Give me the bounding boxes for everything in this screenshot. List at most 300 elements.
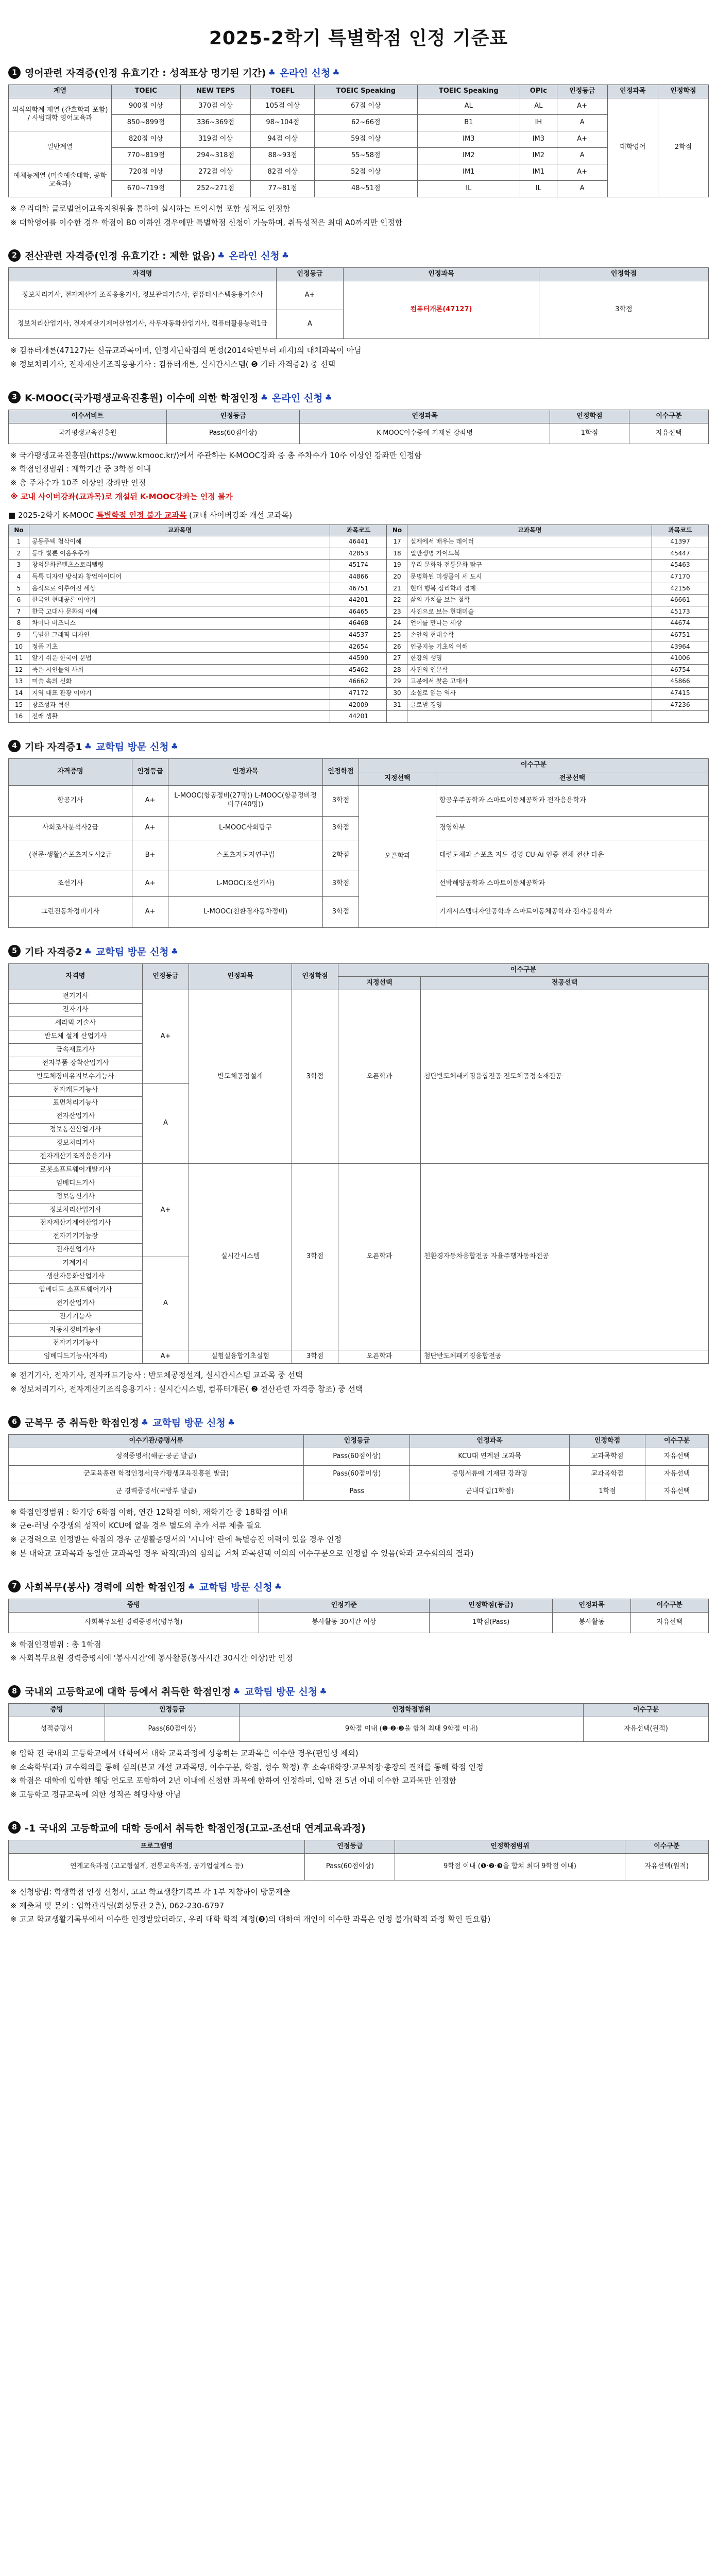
table-cell: 창조성과 혁신 xyxy=(29,699,330,711)
section-4-heading xyxy=(8,739,709,753)
table-header: 교과목명 xyxy=(407,524,652,536)
social-service-table xyxy=(8,1599,709,1633)
kmooc-table xyxy=(8,410,709,444)
other-cert-2-table xyxy=(8,963,709,1364)
section-3-heading xyxy=(8,391,709,404)
table-cell: 18 xyxy=(387,548,407,560)
table-cell: L-MOOC사회탐구 xyxy=(168,816,323,840)
table-cell: 5 xyxy=(9,583,29,595)
course-cell: 대학영어 xyxy=(607,98,658,197)
table-header: 증빙 xyxy=(9,1704,105,1717)
table-cell: 88~93점 xyxy=(251,147,315,164)
cert-name: 전자부품 장착산업기사 xyxy=(9,1057,143,1070)
section-2-heading xyxy=(8,248,709,262)
table-row xyxy=(9,583,709,595)
table-cell: 실험실융합기초실험 xyxy=(189,1350,292,1364)
section-title: -1 국내외 고등학교에 대학 등에서 취득한 학점인정(고교-조선대 연계교육과정) xyxy=(25,1822,366,1834)
section-number: 1 xyxy=(8,66,21,79)
group-cell: 의식의학계 제열 (간호학과 포함) / 사범대학 영어교육과 xyxy=(9,98,112,131)
note-line: ※ 전기기사, 전자기사, 전자캐드기능사 : 반도체공정설계, 실시간시스템 교과목 중 선택 xyxy=(10,1370,303,1380)
section-number: 8 xyxy=(8,1821,21,1834)
table-cell: 45173 xyxy=(652,606,709,618)
table-cell: 98~104점 xyxy=(251,114,315,131)
table-cell: 850~899점 xyxy=(112,114,181,131)
table-cell: 720점 이상 xyxy=(112,164,181,180)
grade-cell: A+ xyxy=(143,1163,189,1257)
table-cell: 82점 이상 xyxy=(251,164,315,180)
table-cell: Pass(60점이상) xyxy=(105,1717,240,1741)
table-cell: 31 xyxy=(387,699,407,711)
table-cell: 손안의 현대수학 xyxy=(407,630,652,641)
table-cell: 319점 이상 xyxy=(180,131,251,147)
table-cell: 정보처리기사, 전자계산기 조직응용기사, 정보관리기술사, 컴퓨터시스템응용기술사 xyxy=(9,281,277,310)
note-line: ※ 군경력으로 인정받는 학점의 경우 군생활증명서의 '시니어' 란에 특별승진 이력이 있을 경우 인정 xyxy=(10,1535,342,1545)
section-5-notes xyxy=(8,1369,709,1396)
table-cell: 4 xyxy=(9,571,29,583)
table-cell: 13 xyxy=(9,676,29,688)
table-header: 인정등급 xyxy=(166,410,299,423)
table-header: 전공선택 xyxy=(421,977,709,990)
section-number: 2 xyxy=(8,249,21,262)
table-cell: L-MOOC(친환경자동차정비) xyxy=(168,896,323,927)
table-cell: 42156 xyxy=(652,583,709,595)
table-header: 인정기준 xyxy=(259,1599,429,1612)
apply-method: 교학팀 방문 신청 xyxy=(199,1581,272,1593)
major-cell: 친환경자동차융합전공 자율주행자동차전공 xyxy=(421,1163,709,1350)
table-cell: 94점 이상 xyxy=(251,131,315,147)
table-cell: 3학점 xyxy=(323,896,359,927)
table-cell: 3학점 xyxy=(292,1350,338,1364)
table-header: 인정학점범위 xyxy=(395,1840,625,1853)
table-header: 인정과목 xyxy=(553,1599,630,1612)
club-icon: ♣ xyxy=(170,741,179,751)
table-row xyxy=(9,571,709,583)
table-cell: 6 xyxy=(9,595,29,606)
credit-cell: 3학점 xyxy=(292,1163,338,1350)
table-cell: 820점 이상 xyxy=(112,131,181,147)
computer-cert-table xyxy=(8,267,709,339)
section-title: 국내외 고등학교에 대학 등에서 취득한 학점인정 xyxy=(25,1686,231,1698)
table-cell: 인공지능 기초의 이해 xyxy=(407,641,652,653)
club-icon: ♣ xyxy=(233,1686,241,1697)
kmooc-list-title xyxy=(8,510,709,520)
group-cell: 오픈학과 xyxy=(338,1163,421,1350)
table-cell: 교과목학점 xyxy=(569,1448,645,1465)
table-cell: A xyxy=(557,180,607,197)
table-cell: 자유선택(원적) xyxy=(625,1853,708,1880)
table-header: 인정등급 xyxy=(305,1840,395,1853)
table-cell: 항공기사 xyxy=(9,785,132,816)
table-cell: 272점 이상 xyxy=(180,164,251,180)
table-cell: 차이나 비즈니스 xyxy=(29,618,330,630)
military-table xyxy=(8,1434,709,1501)
section-number: 5 xyxy=(8,945,21,957)
grade-cell: A xyxy=(143,1257,189,1350)
table-header: 지정선택 xyxy=(338,977,421,990)
note-line: ※ 군e-러닝 수강생의 성적이 KCU에 없을 경우 별도의 추가 서류 제출 필요 xyxy=(10,1521,261,1531)
section-8-1-notes xyxy=(8,1886,709,1926)
table-cell: 죽은 시인들의 사회 xyxy=(29,664,330,676)
table-header: 인정학점(등급) xyxy=(429,1599,553,1612)
cert-name: 정보처리산업기사 xyxy=(9,1204,143,1217)
table-header: TOEFL xyxy=(251,85,315,98)
major-cell: 첨단반도체패키징융합전공 전도체공정소재전공 xyxy=(421,990,709,1164)
section-title: 전산관련 자격증(인정 유효기간 : 제한 없음) xyxy=(25,250,216,262)
table-cell: 한국 고대사 문화의 이해 xyxy=(29,606,330,618)
table-cell: 900점 이상 xyxy=(112,98,181,114)
table-cell: 자유선택 xyxy=(645,1465,709,1483)
section-number: 3 xyxy=(8,391,21,403)
table-header: 인정학점 xyxy=(323,758,359,785)
table-cell: A xyxy=(277,310,344,339)
table-cell: 군내대입(1학점) xyxy=(410,1483,570,1500)
table-cell: 특별한 그래픽 디자인 xyxy=(29,630,330,641)
cert-name: 금속재료기사 xyxy=(9,1043,143,1057)
table-cell: 독특 디자인 방식과 창업아이디어 xyxy=(29,571,330,583)
cert-name: 전자기기기능장 xyxy=(9,1230,143,1244)
table-row xyxy=(9,618,709,630)
section-2-notes xyxy=(8,344,709,371)
note-line: ※ 우리대학 글로벌언어교육지원원을 통하여 실시하는 토익시험 포함 성적도 인정함 xyxy=(10,204,291,213)
cert-name: 생산자동화산업기사 xyxy=(9,1270,143,1284)
table-cell: 9학점 이내 (❶·❷·❸을 합쳐 최대 9학점 이내) xyxy=(395,1853,625,1880)
table-header: 이수구분 xyxy=(630,1599,708,1612)
table-cell: 경영학부 xyxy=(436,816,709,840)
table-cell: 26 xyxy=(387,641,407,653)
cert-name: 기계기사 xyxy=(9,1257,143,1270)
apply-method: 교학팀 방문 신청 xyxy=(95,741,169,753)
table-cell: 770~819점 xyxy=(112,147,181,164)
cert-name: 세라믹 기술사 xyxy=(9,1017,143,1030)
club-icon: ♣ xyxy=(170,946,179,956)
section-8-1-heading xyxy=(8,1821,709,1835)
table-row xyxy=(9,711,709,723)
club-icon: ♣ xyxy=(325,392,332,402)
table-cell: 30 xyxy=(387,687,407,699)
table-cell: IM3 xyxy=(520,131,557,147)
table-cell: 증명서류에 기재된 강좌명 xyxy=(410,1465,570,1483)
table-cell: 자유선택 xyxy=(645,1483,709,1500)
table-cell: 사회복무요원 경력증명서(병무청) xyxy=(9,1612,259,1633)
table-header: 인정과목 xyxy=(168,758,323,785)
table-cell: 그린전동차정비기사 xyxy=(9,896,132,927)
note-line: ※ 고교 학교생활기록부에서 이수한 인정받았더라도, 우리 대학 학적 계정(❽)의 대하여 개인이 이수한 과목은 인정 불가(학적 과정 확인 필요함) xyxy=(10,1914,491,1924)
table-cell: 48~51점 xyxy=(315,180,418,197)
section-8-notes xyxy=(8,1747,709,1801)
table-cell: (전문·생활)스포츠지도사2급 xyxy=(9,840,132,871)
note-line: ※ 입학 전 국내외 고등학교에서 대학에서 대학 교육과정에 상응하는 교과목을 이수한 경우(편입생 제외) xyxy=(10,1748,358,1758)
course-name: 컴퓨터개론(47127) xyxy=(410,306,472,314)
table-row xyxy=(9,687,709,699)
table-cell: Pass(60점이상) xyxy=(304,1448,410,1465)
table-cell: 선박해양공학과 스마트이동체공학과 xyxy=(436,871,709,896)
table-cell: 46465 xyxy=(330,606,387,618)
table-cell: 조선기사 xyxy=(9,871,132,896)
table-cell: 42853 xyxy=(330,548,387,560)
table-cell: 7 xyxy=(9,606,29,618)
table-cell: KCU대 연계된 교과목 xyxy=(410,1448,570,1465)
note-line: ※ 사회복무요원 경력증명서에 '봉사시간'에 봉사활동(봉사시간 30시간 이상)만 인정 xyxy=(10,1653,293,1663)
table-header: 이수구분 xyxy=(338,963,709,977)
table-cell: 46441 xyxy=(330,536,387,548)
table-cell: 2 xyxy=(9,548,29,560)
group-cell: 오픈학과 xyxy=(338,990,421,1164)
club-icon: ♣ xyxy=(227,1417,235,1427)
table-cell: 군 경력증명서(국방부 발급) xyxy=(9,1483,304,1500)
table-header: 이수구분 xyxy=(359,758,709,772)
table-cell: Pass xyxy=(304,1483,410,1500)
note-line: ※ 정보처리기사, 전자계산기조직응용기사 : 컴퓨터개론, 실시간시스템( ❺ 기타 자격증2) 중 선택 xyxy=(10,360,336,369)
apply-method: 교학팀 방문 신청 xyxy=(244,1686,318,1698)
table-cell: IM2 xyxy=(417,147,520,164)
table-cell: 42654 xyxy=(330,641,387,653)
table-cell: 45463 xyxy=(652,560,709,571)
table-cell: 등대 빛뿐 이음우주가 xyxy=(29,548,330,560)
table-row xyxy=(9,641,709,653)
table-cell: A+ xyxy=(132,871,168,896)
cert-name: 정보통신산업기사 xyxy=(9,1124,143,1137)
table-cell: 오픈학과 xyxy=(338,1350,421,1364)
table-cell: IM1 xyxy=(520,164,557,180)
club-icon: ♣ xyxy=(187,1581,195,1591)
table-header: TOEIC xyxy=(112,85,181,98)
table-cell: 46751 xyxy=(652,630,709,641)
table-cell: 47170 xyxy=(652,571,709,583)
table-cell: A+ xyxy=(132,785,168,816)
table-cell: 17 xyxy=(387,536,407,548)
table-cell: 47415 xyxy=(652,687,709,699)
table-header: 인정과목 xyxy=(607,85,658,98)
course-cell: 반도체공정설계 xyxy=(189,990,292,1164)
table-cell: 44590 xyxy=(330,653,387,665)
credit-cell: 3학점 xyxy=(539,281,709,339)
table-header: 인정학점 xyxy=(569,1434,645,1448)
table-cell: 45447 xyxy=(652,548,709,560)
club-icon: ♣ xyxy=(281,250,289,261)
table-header: 계열 xyxy=(9,85,112,98)
table-cell: IM1 xyxy=(417,164,520,180)
table-header: 전공선택 xyxy=(436,772,709,785)
table-row xyxy=(9,699,709,711)
table-header: 인정등급 xyxy=(143,963,189,990)
table-row xyxy=(9,560,709,571)
table-cell: A+ xyxy=(132,816,168,840)
note-line: ※ 소속학부(과) 교수회의를 통해 심의(본교 개설 교과목명, 이수구분, 학점, 성수 확정) 후 소속대학장·교무처장·총장의 결재를 통해 학점 인정 xyxy=(10,1762,484,1772)
table-header: 인정학점 xyxy=(658,85,708,98)
table-cell xyxy=(652,711,709,723)
group-cell: 일반계열 xyxy=(9,131,112,164)
table-cell: IM2 xyxy=(520,147,557,164)
table-cell: 성적증명서 xyxy=(9,1717,105,1741)
table-cell: Pass(60점이상) xyxy=(305,1853,395,1880)
table-cell: 자유선택 xyxy=(645,1448,709,1465)
table-cell: 성적증명서(해군·공군 발급) xyxy=(9,1448,304,1465)
note-line: ※ 컴퓨터개론(47127)는 신규교과목이며, 인정지난학점의 편성(2014학번부터 폐지)의 대체과목이 아님 xyxy=(10,346,362,355)
table-cell: 28 xyxy=(387,664,407,676)
table-cell: 55~58점 xyxy=(315,147,418,164)
table-header: 인정학점 xyxy=(539,268,709,281)
table-cell: 연계교육과정 (고교형설계, 전통교육과정, 공기업설계소 등) xyxy=(9,1853,305,1880)
cert-name: 정보처리기사 xyxy=(9,1137,143,1150)
english-cert-table xyxy=(8,84,709,197)
table-cell: 25 xyxy=(387,630,407,641)
table-cell: 44537 xyxy=(330,630,387,641)
table-cell: K-MOOC이수증에 기재된 강좌명 xyxy=(300,423,550,444)
table-header: 자격명 xyxy=(9,268,277,281)
cert-name: 자동차정비기능사 xyxy=(9,1324,143,1337)
table-header: 증빙 xyxy=(9,1599,259,1612)
section-6-notes xyxy=(8,1506,709,1560)
cert-name: 전자기기기능사 xyxy=(9,1337,143,1350)
table-cell: 370점 이상 xyxy=(180,98,251,114)
table-cell: 3 xyxy=(9,560,29,571)
table-cell: A+ xyxy=(557,131,607,147)
table-cell: 27 xyxy=(387,653,407,665)
grade-cell: A+ xyxy=(143,990,189,1083)
note-line: ※ 신청방법: 학생학점 인정 신청서, 고교 학교생활기록부 각 1부 지참하여 방문제출 xyxy=(10,1887,291,1896)
table-cell: IH xyxy=(520,114,557,131)
table-cell: 670~719점 xyxy=(112,180,181,197)
table-cell: 3학점 xyxy=(323,785,359,816)
cert-name: 전기산업기사 xyxy=(9,1297,143,1310)
table-cell: L-MOOC(조선기사) xyxy=(168,871,323,896)
table-cell: 11 xyxy=(9,653,29,665)
table-cell: IL xyxy=(520,180,557,197)
cert-name: 전기기사 xyxy=(9,990,143,1004)
table-cell: 10 xyxy=(9,641,29,653)
table-cell: 현대 행복 심리학과 경제 xyxy=(407,583,652,595)
table-cell: 언어를 만나는 세상 xyxy=(407,618,652,630)
table-cell: A+ xyxy=(557,164,607,180)
club-icon: ♣ xyxy=(332,67,340,77)
table-cell: 문명화된 미생물이 세 도시 xyxy=(407,571,652,583)
table-row xyxy=(9,676,709,688)
table-cell: 스포츠지도자연구법 xyxy=(168,840,323,871)
table-cell: 52점 이상 xyxy=(315,164,418,180)
warning-line: ※ 교내 사이버강좌(교과목)로 개설된 K-MOOC강좌는 인정 불가 xyxy=(10,492,233,501)
credit-cell: 3학점 xyxy=(292,990,338,1164)
table-cell: 봉사활동 30시간 이상 xyxy=(259,1612,429,1633)
table-header: No xyxy=(387,524,407,536)
cert-name: 반도체 설계 산업기사 xyxy=(9,1030,143,1044)
table-cell: 59점 이상 xyxy=(315,131,418,147)
table-cell: 기계시스템디자인공학과 스마트이동체공학과 전자응용학과 xyxy=(436,896,709,927)
table-cell: 국가평생교육진흥원 xyxy=(9,423,167,444)
table-cell: B1 xyxy=(417,114,520,131)
club-icon: ♣ xyxy=(274,1581,282,1591)
table-cell: 20 xyxy=(387,571,407,583)
cert-name: 전자캐드기능사 xyxy=(9,1083,143,1097)
apply-method: 교학팀 방문 신청 xyxy=(152,1417,226,1429)
table-header: 인정등급 xyxy=(557,85,607,98)
section-8-heading xyxy=(8,1684,709,1698)
note-line: ※ 고등학교 정규교육에 의한 성적은 해당사항 아님 xyxy=(10,1790,181,1800)
club-icon: ♣ xyxy=(84,741,92,751)
table-cell xyxy=(407,711,652,723)
table-header: OPIc xyxy=(520,85,557,98)
cert-name: 전자기사 xyxy=(9,1004,143,1017)
table-cell: 봉사활동 xyxy=(553,1612,630,1633)
table-header: 인정등급 xyxy=(105,1704,240,1717)
list-title-prefix: ■ 2025-2학기 K-MOOC xyxy=(8,510,94,520)
table-header: TOEIC Speaking xyxy=(315,85,418,98)
table-cell: 46662 xyxy=(330,676,387,688)
section-5-heading xyxy=(8,944,709,958)
table-cell: 사진으로 보는 현대미술 xyxy=(407,606,652,618)
cert-name: 표면처리기능사 xyxy=(9,1097,143,1110)
section-7-notes xyxy=(8,1638,709,1665)
section-title: 기타 자격증2 xyxy=(25,946,82,958)
table-cell: 소설로 읽는 역사 xyxy=(407,687,652,699)
table-row xyxy=(9,653,709,665)
cert-name: 반도체장비유지보수기능사 xyxy=(9,1070,143,1083)
table-cell: 전래 생활 xyxy=(29,711,330,723)
table-cell: A+ xyxy=(557,98,607,114)
apply-method: 온라인 신청 xyxy=(279,67,331,79)
table-cell: AL xyxy=(520,98,557,114)
section-title: K-MOOC(국가평생교육진흥원) 이수에 의한 학점인정 xyxy=(25,392,259,404)
table-cell: 자유선택 xyxy=(629,423,708,444)
table-header: 지정선택 xyxy=(359,772,436,785)
apply-method: 교학팀 방문 신청 xyxy=(95,946,169,958)
table-cell: 41006 xyxy=(652,653,709,665)
section-number: 6 xyxy=(8,1416,21,1428)
credit-cell: 2학점 xyxy=(658,98,708,197)
table-header: 인정과목 xyxy=(344,268,539,281)
section-title: 군복무 중 취득한 학점인정 xyxy=(25,1417,139,1429)
cert-name: 전자계산기제어산업기사 xyxy=(9,1217,143,1230)
table-cell: 삶의 가치를 보는 철학 xyxy=(407,595,652,606)
table-cell: 일반생명 가이드북 xyxy=(407,548,652,560)
table-cell: Pass(60점이상) xyxy=(304,1465,410,1483)
table-row xyxy=(9,548,709,560)
table-cell: 알기 쉬운 한국어 문법 xyxy=(29,653,330,665)
table-cell: 23 xyxy=(387,606,407,618)
table-cell: 336~369점 xyxy=(180,114,251,131)
table-cell: 고분에서 찾은 고대사 xyxy=(407,676,652,688)
table-cell: 자유선택 xyxy=(630,1612,708,1633)
table-header: 과목코드 xyxy=(330,524,387,536)
table-cell: 첨단반도체패키징융합전공 xyxy=(421,1350,709,1364)
cert-name: 정보통신기사 xyxy=(9,1190,143,1204)
apply-method: 온라인 신청 xyxy=(272,392,323,404)
table-cell: IM3 xyxy=(417,131,520,147)
table-cell: 2학점 xyxy=(323,840,359,871)
table-cell: 44674 xyxy=(652,618,709,630)
club-icon: ♣ xyxy=(217,250,225,261)
note-line: ※ 제출처 및 문의 : 입학관리팀(회성동관 2층), 062-230-6797 xyxy=(10,1901,225,1910)
table-cell: 실제에서 배우는 데이터 xyxy=(407,536,652,548)
table-cell: A+ xyxy=(132,896,168,927)
club-icon: ♣ xyxy=(319,1686,327,1697)
table-row xyxy=(9,606,709,618)
note-line: ※ 정보처리기사, 전자계산기조직응용기사 : 실시간시스템, 컴퓨터개론( ❷ 전산관련 자격증 참조) 중 선택 xyxy=(10,1384,363,1394)
document-title: 2025-2학기 특별학점 인정 기준표 xyxy=(209,28,508,49)
table-header: 이수구분 xyxy=(645,1434,709,1448)
table-cell: 음식으로 이루어진 세상 xyxy=(29,583,330,595)
table-cell: 공동주택 첨삭이해 xyxy=(29,536,330,548)
cert-name: 전자산업기사 xyxy=(9,1110,143,1124)
table-cell: 자유선택(원적) xyxy=(584,1717,709,1741)
table-header: 인정등급 xyxy=(304,1434,410,1448)
table-cell: 24 xyxy=(387,618,407,630)
table-cell: 44201 xyxy=(330,711,387,723)
linked-program-table xyxy=(8,1840,709,1880)
table-row xyxy=(9,536,709,548)
group-cell: 오픈학과 xyxy=(359,785,436,927)
section-6-heading xyxy=(8,1415,709,1429)
table-row xyxy=(9,1350,709,1364)
